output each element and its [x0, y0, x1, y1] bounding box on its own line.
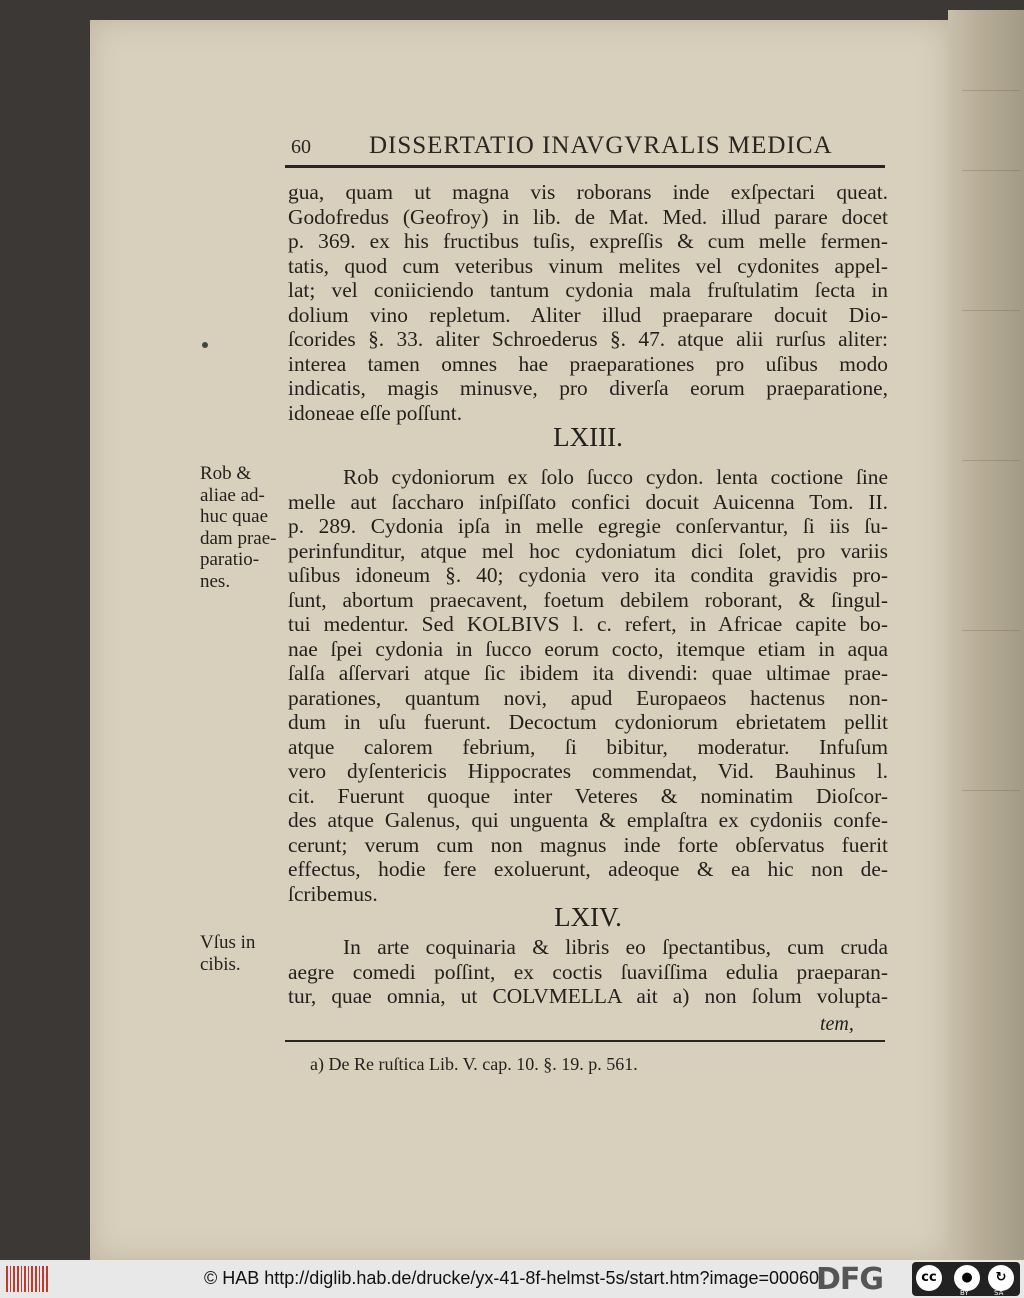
attribution-icon: ●	[954, 1265, 980, 1291]
footnote: a) De Re ruſtica Lib. V. cap. 10. §. 19. p. 561.	[310, 1054, 638, 1074]
text-line: melle aut ſaccharo inſpiſſato confici docuit Auicenna Tom. II.	[288, 489, 888, 514]
margin-note-line: Vſus in	[200, 932, 256, 953]
catchword: tem,	[820, 1013, 854, 1035]
text-line: tatis, quod cum veteribus vinum melites vel cydonites appel-	[288, 253, 888, 278]
text-line: effectus, hodie fere exoluerunt, adeoque & ea hic non de-	[288, 857, 888, 881]
section-lxiv-text	[288, 935, 888, 1009]
text-line: dum in uſu fuerunt. Decoctum cydoniorum ebrietatem pellit	[288, 710, 888, 734]
hab-barcode-icon	[6, 1266, 50, 1292]
margin-note-line: dam prae-	[200, 527, 277, 549]
margin-note-line: huc quae	[200, 506, 269, 527]
margin-note-rob	[200, 463, 290, 592]
text-line: lat; vel coniiciendo tantum cydonia mala fruſtulatim ſecta in	[288, 278, 888, 302]
text-line: ſalſa aſſervari atque ſic ibidem ita divendi: quae ultimae prae-	[288, 661, 888, 685]
text-line: uſibus idoneum §. 40; cydonia vero ita condita gravidis pro-	[288, 563, 888, 587]
viewer-footer	[0, 1260, 1024, 1298]
share-alike-icon: ↻	[988, 1265, 1014, 1291]
text-line: aegre comedi poſſint, ex coctis ſuaviſſima edulia praeparan-	[288, 959, 888, 984]
text-line: perinfunditur, atque mel hoc cydoniatum dici ſolet, pro variis	[288, 538, 888, 563]
margin-note-line: cibis.	[200, 953, 241, 975]
text-line: Rob cydoniorum ex ſolo ſucco cydon. lenta coctione ſine	[343, 465, 888, 489]
text-line: atque calorem febrium, ſi bibitur, moderatur. Infuſum	[288, 734, 888, 759]
text-line: In arte coquinaria & libris eo ſpectantibus, cum cruda	[343, 935, 888, 959]
section-heading-lxiv: LXIV.	[554, 902, 622, 932]
paragraph-continuation	[288, 180, 888, 425]
margin-note-line: paratio-	[200, 549, 260, 570]
running-title: DISSERTATIO INAVGVRALIS MEDICA	[369, 132, 833, 159]
page-header	[285, 130, 833, 166]
text-line: ſunt, abortum praecavent, foetum debilem roborant, & ſingul-	[288, 587, 888, 612]
cc-icon: cc	[916, 1265, 942, 1291]
text-line: p. 289. Cydonia ipſa in melle egregie conſervantur, ſi iis ſu-	[288, 514, 888, 538]
text-line: gua, quam ut magna vis roborans inde exſpectari queat.	[288, 180, 888, 204]
text-line: cerunt; verum cum non magnus inde forte obſervatus fuerit	[288, 832, 888, 857]
text-line: interea tamen omnes hae praeparationes pro uſibus modo	[288, 351, 888, 376]
footnote-rule	[285, 1040, 885, 1042]
section-heading-lxiii: LXIII.	[553, 422, 623, 452]
text-line: nae ſpei cydonia in ſucco eorum cocto, itemque etiam in aqua	[288, 636, 888, 661]
section-lxiii-text	[288, 465, 888, 906]
text-line: indicatis, magis minusve, pro diverſa eorum praeparatione,	[288, 376, 888, 400]
cc-license-badge[interactable]	[912, 1262, 1020, 1296]
page-number: 60	[291, 136, 311, 158]
text-line: parationes, quantum novi, apud Europaeos hactenus non-	[288, 685, 888, 710]
text-line: ſcribemus.	[288, 881, 378, 906]
license-label-by: BY	[960, 1289, 969, 1297]
dfg-logo[interactable]: DFG	[816, 1262, 884, 1297]
ink-dot	[202, 342, 208, 348]
text-line: Godofredus (Geofroy) in lib. de Mat. Med. illud parare docet	[288, 204, 888, 229]
margin-note-usus	[200, 932, 290, 975]
text-line: cit. Fuerunt quoque inter Veteres & nominatim Dioſcor-	[288, 783, 888, 808]
text-line: ſcorides §. 33. aliter Schroederus §. 47. atque alii rurſus aliter:	[288, 327, 888, 351]
text-line: idoneae eſſe poſſunt.	[288, 400, 463, 425]
margin-note-line: Rob &	[200, 463, 252, 484]
text-line: tui medentur. Sed KOLBIVS l. c. refert, in Africae capite bo-	[288, 612, 888, 636]
license-label-sa: SA	[994, 1289, 1004, 1297]
text-line: tur, quae omnia, ut COLVMELLA ait a) non ſolum volupta-	[288, 984, 888, 1008]
next-page-edge	[948, 10, 1024, 1260]
text-line: des atque Galenus, qui unguenta & emplaſtra ex cydoniis confe-	[288, 808, 888, 832]
text-line: vero dyſentericis Hippocrates commendat, Vid. Bauhinus l.	[288, 759, 888, 783]
margin-note-line: nes.	[200, 570, 231, 592]
margin-note-line: aliae ad-	[200, 484, 265, 506]
text-line: dolium vino repletum. Aliter illud praeparare docuit Dio-	[288, 302, 888, 327]
header-rule	[285, 165, 885, 168]
copyright-link[interactable]: © HAB http://diglib.hab.de/drucke/yx-41-8f-helmst-5s/start.htm?image=00060	[204, 1268, 820, 1288]
text-line: p. 369. ex his fructibus tuſis, expreſſis & cum melle fermen-	[288, 229, 888, 253]
